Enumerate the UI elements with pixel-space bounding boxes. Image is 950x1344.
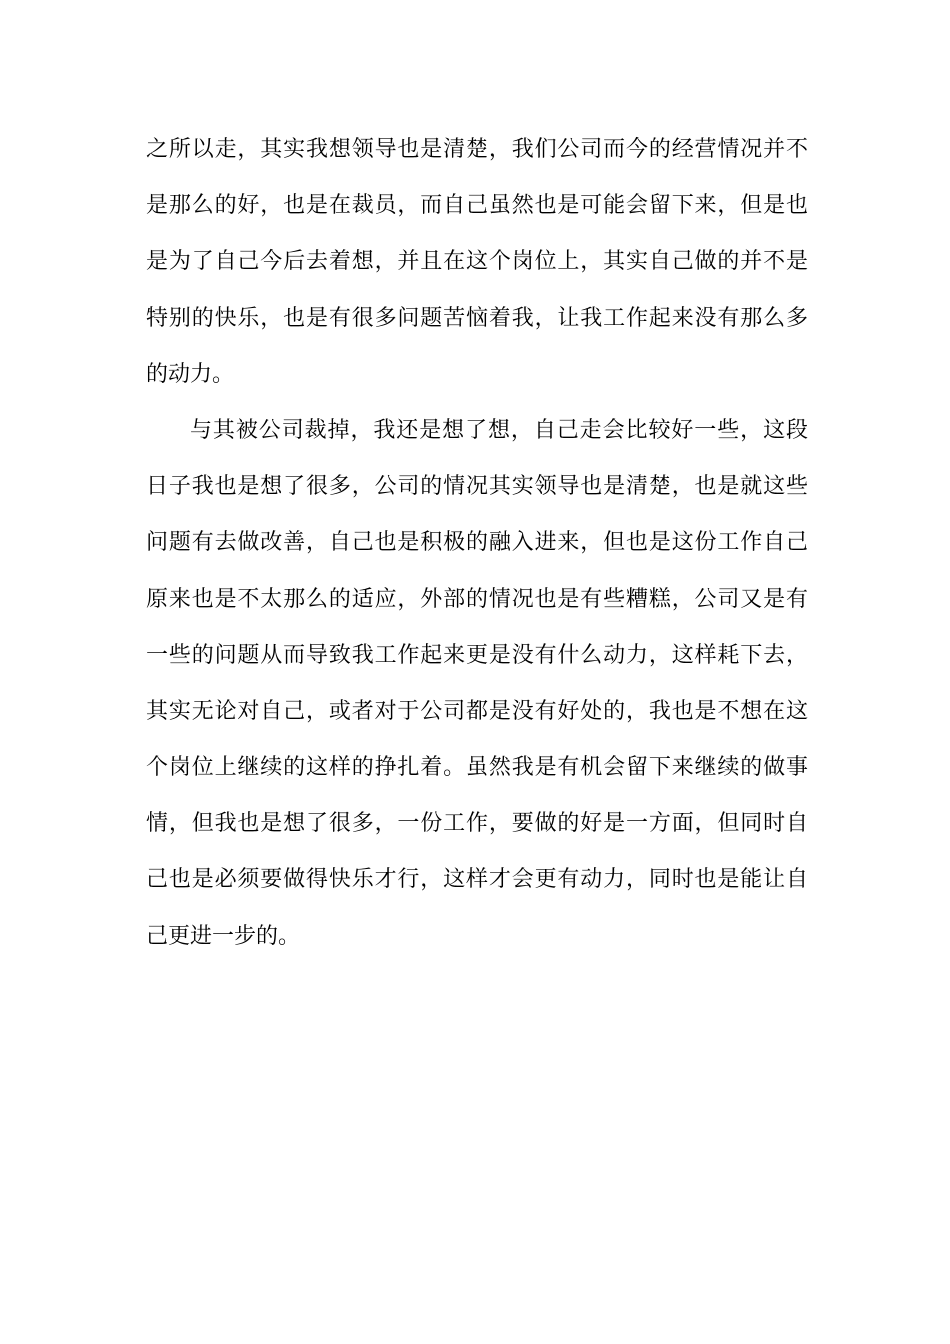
text-line: 原来也是不太那么的适应，外部的情况也是有些糟糕，公司又是有 [146, 586, 808, 612]
text-line: 是为了自己今后去着想，并且在这个岗位上，其实自己做的并不是 [146, 249, 808, 275]
text-line: 是那么的好，也是在裁员，而自己虽然也是可能会留下来，但是也 [146, 193, 808, 219]
text-line: 与其被公司裁掉，我还是想了想，自己走会比较好一些，这段 [190, 417, 808, 443]
text-line: 个岗位上继续的这样的挣扎着。虽然我是有机会留下来继续的做事 [146, 755, 808, 781]
text-line: 日子我也是想了很多，公司的情况其实领导也是清楚，也是就这些 [146, 474, 808, 500]
text-line: 其实无论对自己，或者对于公司都是没有好处的，我也是不想在这 [146, 698, 808, 724]
text-line: 己也是必须要做得快乐才行，这样才会更有动力，同时也是能让自 [146, 867, 808, 893]
paragraph-1 [146, 127, 808, 408]
text-line: 特别的快乐，也是有很多问题苦恼着我，让我工作起来没有那么多 [146, 305, 808, 331]
text-line: 的动力。 [146, 361, 235, 387]
document-body [146, 127, 808, 970]
paragraph-2 [146, 408, 808, 970]
text-line: 一些的问题从而导致我工作起来更是没有什么动力，这样耗下去， [146, 642, 808, 668]
text-line: 问题有去做改善，自己也是积极的融入进来，但也是这份工作自己 [146, 530, 808, 556]
text-line: 之所以走，其实我想领导也是清楚，我们公司而今的经营情况并不 [146, 137, 808, 162]
text-line: 情，但我也是想了很多，一份工作，要做的好是一方面，但同时自 [146, 811, 808, 837]
text-line: 己更进一步的。 [146, 923, 301, 949]
